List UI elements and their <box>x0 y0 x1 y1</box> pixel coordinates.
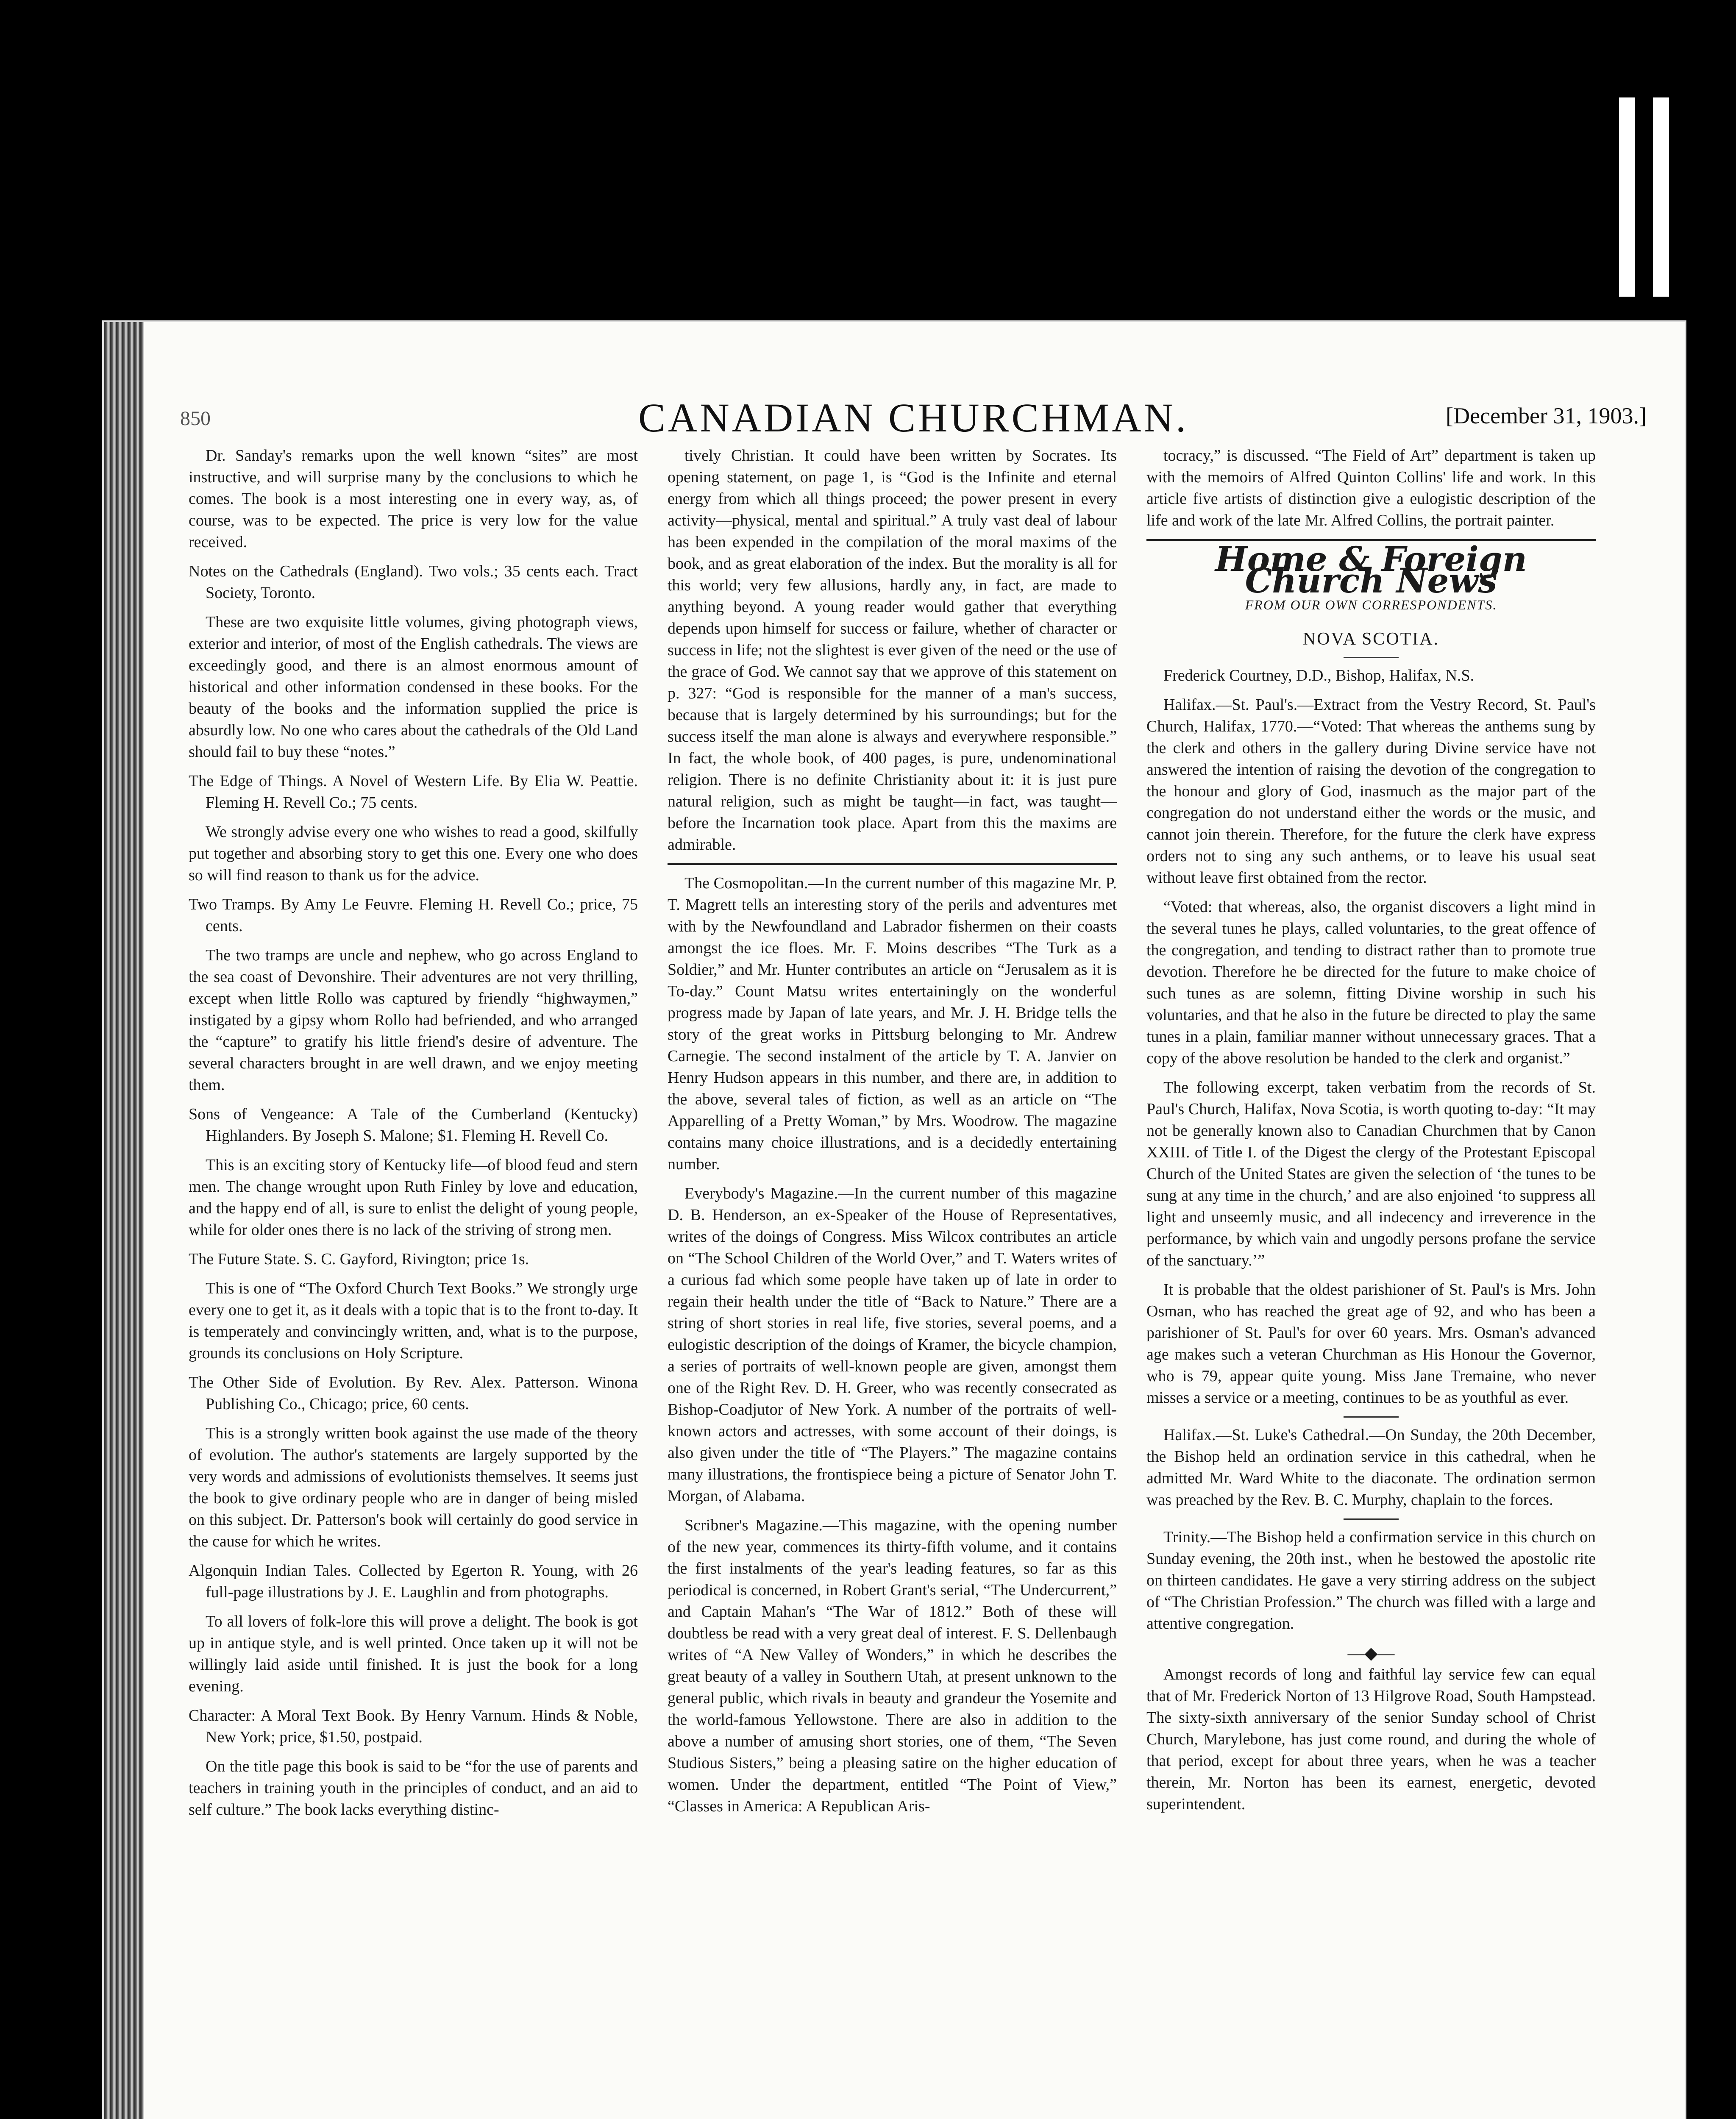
paragraph: We strongly advise every one who wishes to read a good, skilfully put together and absorbing story to get this one. Every one who does so will find reason to thank us for the advice. <box>189 823 638 884</box>
masthead: CANADIAN CHURCHMAN. <box>638 395 1189 440</box>
paragraph: Amongst records of long and faithful lay service few can equal that of Mr. Frederick Norton of 13 Hilgrove Road, South Hampstead. The sixty-sixth anniversary of the senior Sunday school of Christ Church, Marylebone, has just come round, and during the whole of that period, except for about three years, when he was a teacher therein, Mr. Norton has been its earnest, energetic, devoted superintendent. <box>1146 1666 1596 1813</box>
paragraph: Trinity.—The Bishop held a confirmation service in this church on Sunday evening, the 20th inst., when he bestowed the apostolic rite on thirteen candidates. He gave a very stirring address on the subject of “The Christian Profession.” The church was filled with a large and attentive congregation. <box>1146 1528 1596 1632</box>
short-rule <box>1344 657 1399 658</box>
film-edge-mark <box>1619 97 1635 297</box>
paragraph: Everybody's Magazine.—In the current number of this magazine D. B. Henderson, an ex-Speaker of the House of Representatives, writes of the doings of Congress. Miss Wilcox contributes an article on “The School Children of the World Over,” and T. Waters writes of a curious fad which some people have taken up of late in order to regain their health under the title of “Back to Nature.” There are a string of short stories in real life, five stories, several poems, and a eulogistic description of the doings of Kramer, the bicycle champion, a series of portraits of well-known people are given, amongst them one of the Right Rev. D. H. Greer, who was recently consecrated as Bishop-Coadjutor of New York. A number of the portraits of well-known actors and actresses, with some account of their doings, is also given under the title of “The Players.” The magazine contains many illustrations, the frontispiece being a picture of Senator John T. Morgan, of Alabama. <box>668 1185 1117 1505</box>
paragraph: Scribner's Magazine.—This magazine, with the opening number of the new year, commences its thirty-fifth volume, and it contains the first instalments of the year's leading features, so far as this periodical is concerned, in Robert Grant's serial, “The Undercurrent,” and Captain Mahan's “The War of 1812.” Both of these will doubtless be read with a very great deal of interest. F. S. Dellenbaugh writes of “A New Valley of Wonders,” in which he describes the great beauty of a valley in Southern Utah, at present unknown to the general public, which rivals in beauty and grandeur the Yosemite and the world-famous Yellowstone. There are also in addition to the above a number of amusing short stories, one of them, “The Seven Studious Sisters,” being a pleasing satire on the higher education of women. Under the department, entitled “The Point of View,” “Classes in America: A Republican Aris- <box>668 1516 1117 1815</box>
page-number: 850 <box>180 407 211 430</box>
paragraph: Halifax.—St. Paul's.—Extract from the Vestry Record, St. Paul's Church, Halifax, 1770.—“Voted: That whereas the anthems sung by the clerk and others in the gallery during Divine service have not answered the intention of raising the devotion of the congregation to the honour and glory of God, inasmuch as the major part of the congregation do not understand either the words or the music, and cannot join therein. Therefore, for the future the clerk have express orders not to sing any such anthems, or to leave his usual seat without leave first obtained from the rector. <box>1146 696 1596 887</box>
book-entry: Character: A Moral Text Book. By Henry Varnum. Hinds & Noble, New York; price, $1.50, postpaid. <box>189 1707 638 1746</box>
paragraph: These are two exquisite little volumes, giving photograph views, exterior and interior, of most of the English cathedrals. The views are exceedingly good, and there is an almost enormous amount of historical and other information condensed in these books. For the beauty of the books and the information supplied the price is absurdly low. No one who cares about the cathedrals of the Old Land should fail to buy these “notes.” <box>189 613 638 761</box>
paragraph: The Cosmopolitan.—In the current number of this magazine Mr. P. T. Magrett tells an interesting story of the perils and adventures met with by the Newfoundland and Labrador fishermen on their coasts amongst the ice floes. Mr. F. Moins describes “The Turk as a Soldier,” and Mr. Hunter contributes an article on “Jerusalem as it is To-day.” Count Matsu writes entertainingly on the wonderful progress made by Japan of late years, and Mr. J. H. Bridge tells the story of the great works in Pittsburg belonging to Mr. Andrew Carnegie. The second instalment of the article by T. A. Janvier on Henry Hudson appears in this number, and there are, in addition to the above, several tales of fiction, as well as an article on “The Apparelling of a Pretty Woman,” by Mrs. Woodrow. The magazine contains many choice illustrations, and is a decidedly entertaining number. <box>668 874 1117 1173</box>
paragraph: tively Christian. It could have been written by Socrates. Its opening statement, on page 1, is “God is the Infinite and eternal energy from which all things proceed; the power present in every activity—physical, mental and spiritual.” A truly vast deal of labour has been expended in the compilation of the moral maxims of the book, and as great elaboration of the index. But the morality is all for this world; very few allusions, hardly any, in fact, are made to anything beyond. A young reader would gather that everything depends upon himself for success or failure, whether of character or success in life; not the slightest is ever given of the need or the use of the grace of God. We cannot say that we approve of this statement on p. 327: “God is responsible for the manner of a man's success, because that is largely determined by his surroundings; but for the success itself the man alone is always and everywhere responsible.” In fact, the whole book, of 400 pages, is pure, undenominational religion. There is no definite Christianity about it: it is just pure natural religion, such as might be taught—in fact, was taught—before the Incarnation took place. Apart from this the maxims are admirable. <box>668 447 1117 854</box>
issue-date: [December 31, 1903.] <box>1446 403 1647 428</box>
column-2 <box>668 445 1117 1825</box>
page-header <box>180 394 1647 445</box>
short-rule <box>1344 1518 1399 1520</box>
paragraph: tocracy,” is discussed. “The Field of Art” department is taken up with the memoirs of Alfred Quinton Collins' life and work. In this article five artists of distinction give a eulogistic description of the life and work of the late Mr. Alfred Collins, the portrait painter. <box>1146 447 1596 529</box>
section-subtitle: FROM OUR OWN CORRESPONDENTS. <box>1245 597 1497 612</box>
paragraph: Frederick Courtney, D.D., Bishop, Halifax, N.S. <box>1163 667 1474 684</box>
paragraph: This is a strongly written book against the use made of the theory of evolution. The author's statements are largely supported by the very words and admissions of evolutionists themselves. It seems just the book to give ordinary people who are in danger of being misled on this subject. Dr. Patterson's book will certainly do good service in the cause for which he writes. <box>189 1424 638 1550</box>
section-rule <box>668 863 1117 865</box>
paragraph: Dr. Sanday's remarks upon the well known “sites” are most instructive, and will surprise many by the conclusions to which he comes. The book is a most interesting one in every way, as, of course, was to be expected. The price is very low for the value received. <box>189 447 638 551</box>
paragraph: This is one of “The Oxford Church Text Books.” We strongly urge every one to get it, as it deals with a topic that is to the front to-day. It is temperately and convincingly written, and, what is to the purpose, grounds its conclusions on Holy Scripture. <box>189 1279 638 1362</box>
paragraph: On the title page this book is said to be “for the use of parents and teachers in training youth in the principles of conduct, and an aid to self culture.” The book lacks everything distinc- <box>189 1757 638 1819</box>
section-title: Home & Foreign Church News <box>1215 539 1527 601</box>
film-edge-mark <box>1653 97 1669 297</box>
book-gutter <box>104 322 144 2119</box>
paragraph: This is an exciting story of Kentucky life—of blood feud and stern men. The change wrought upon Ruth Finley by love and education, and the happy end of all, is sure to enlist the delight of young people, while for older ones there is no lack of the striving of strong men. <box>189 1156 638 1239</box>
book-entry: Sons of Vengeance: A Tale of the Cumberland (Kentucky) Highlanders. By Joseph S. Malone; $1. Fleming H. Revell Co. <box>189 1105 638 1145</box>
region-heading: NOVA SCOTIA. <box>1302 629 1440 649</box>
book-entry: Notes on the Cathedrals (England). Two vols.; 35 cents each. Tract Society, Toronto. <box>189 562 638 602</box>
paragraph: To all lovers of folk-lore this will prove a delight. The book is got up in antique style, and is well printed. Once taken up it will not be willingly laid aside until finished. It is just the book for a long evening. <box>189 1613 638 1695</box>
short-rule <box>1344 1416 1399 1418</box>
paragraph: It is probable that the oldest parishioner of St. Paul's is Mrs. John Osman, who has reached the great age of 92, and who has been a parishioner of St. Paul's for over 60 years. Mrs. Osman's advanced age makes such a veteran Churchman as His Honour the Governor, who is 79, appear quite young. Miss Jane Tremaine, who never misses a service or a meeting, continues to be as youthful as ever. <box>1146 1281 1596 1407</box>
book-entry: The Edge of Things. A Novel of Western Life. By Elia W. Peattie. Fleming H. Revell Co.; 75 cents. <box>189 772 638 812</box>
paragraph: The following excerpt, taken verbatim from the records of St. Paul's Church, Halifax, Nova Scotia, is worth quoting to-day: “It may not be generally known also to Canadian Churchmen that by Canon XXIII. of Title I. of the Digest the clergy of the Protestant Episcopal Church of the United States are given the selection of ‘the tunes to be sung at any time in the church,’ and are also enjoined ‘to suppress all light and unseemly music, and all indecency and irreverence in the performance, by which vain and ungodly persons profane the service of the sanctuary.’” <box>1146 1079 1596 1269</box>
column-3 <box>1146 445 1596 1823</box>
newspaper-page <box>104 322 1685 2119</box>
paragraph: Halifax.—St. Luke's Cathedral.—On Sunday, the 20th December, the Bishop held an ordination service in this cathedral, when he admitted Mr. Ward White to the diaconate. The ordination sermon was preached by the Rev. B. C. Murphy, chaplain to the forces. <box>1146 1426 1596 1509</box>
book-entry: The Other Side of Evolution. By Rev. Alex. Patterson. Winona Publishing Co., Chicago; price, 60 cents. <box>189 1374 638 1413</box>
paragraph: “Voted: that whereas, also, the organist discovers a light mind in the several tunes he plays, called voluntaries, to the great offence of the congregation, and tending to distract rather than to promote true devotion. Therefore he be directed for the future to make choice of such tunes as are solemn, fitting Divine worship in such his voluntaries, and that he also in the future be directed to play the same tunes in a plain, familiar manner without unnecessary graces. That a copy of the above resolution be handed to the clerk and organist.” <box>1146 898 1596 1067</box>
column-1 <box>189 445 638 1828</box>
book-entry: Two Tramps. By Amy Le Feuvre. Fleming H. Revell Co.; price, 75 cents. <box>189 895 638 935</box>
book-entry: Algonquin Indian Tales. Collected by Egerton R. Young, with 26 full-page illustrations by J. E. Laughlin and from photographs. <box>189 1562 638 1601</box>
ornament-divider: —◆— <box>1347 1643 1395 1663</box>
paragraph: The two tramps are uncle and nephew, who go across England to the sea coast of Devonshire. Their adventures are not very thrilling, except when little Rollo was captured by friendly “highwaymen,” instigated by a gipsy whom Rollo had befriended, and who arranged the “capture” to gratify his little friend's desire of adventure. The several characters brought in are well drawn, and we enjoy meeting them. <box>189 946 638 1094</box>
book-entry: The Future State. S. C. Gayford, Rivington; price 1s. <box>189 1250 529 1268</box>
